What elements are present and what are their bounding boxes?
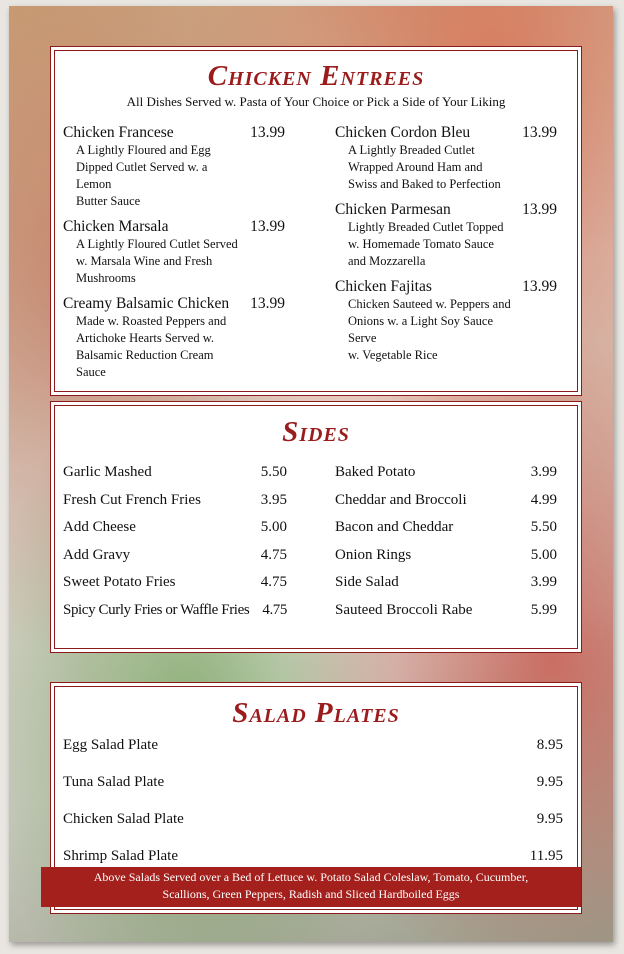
side-price: 3.99 xyxy=(530,574,557,590)
salad-footer-line-2: Scallions, Green Peppers, Radish and Sliced Hardboiled Eggs xyxy=(162,887,460,901)
side-item xyxy=(63,547,287,575)
salad-plates-title: Salad Plates xyxy=(232,697,400,729)
side-price: 5.99 xyxy=(530,601,557,618)
side-name: Add Gravy xyxy=(63,546,131,563)
entree-price: 13.99 xyxy=(522,201,557,218)
side-name: Baked Potato xyxy=(335,464,416,480)
entree-description: A Lightly Floured and Egg Dipped Cutlet Served w. a Lemon Butter Sauce xyxy=(76,143,211,208)
salad-name: Chicken Salad Plate xyxy=(63,811,184,827)
side-name: Onion Rings xyxy=(335,546,412,563)
menu-page xyxy=(9,6,613,942)
side-name: Garlic Mashed xyxy=(63,464,152,480)
chicken-entrees-subtitle: All Dishes Served w. Pasta of Your Choice or Pick a Side of Your Liking xyxy=(126,94,506,109)
salad-price: 9.95 xyxy=(536,774,563,790)
salad-item xyxy=(63,774,563,791)
side-item xyxy=(335,492,557,520)
entree-item xyxy=(335,278,557,364)
sides-left-column xyxy=(63,464,287,629)
side-price: 4.75 xyxy=(260,546,287,563)
chicken-left-column xyxy=(63,124,285,389)
entree-name: Creamy Balsamic Chicken xyxy=(63,295,230,312)
entree-item xyxy=(335,201,557,270)
side-item xyxy=(63,492,287,520)
salad-name: Egg Salad Plate xyxy=(63,737,158,753)
side-name: Add Cheese xyxy=(63,519,136,535)
side-price: 5.00 xyxy=(530,546,557,563)
salad-footer-line-1: Above Salads Served over a Bed of Lettuce w. Potato Salad Coleslaw, Tomato, Cucumber, xyxy=(93,870,529,884)
side-item xyxy=(63,602,287,630)
salad-price: 9.95 xyxy=(536,811,563,827)
salad-name: Shrimp Salad Plate xyxy=(63,848,178,864)
side-item xyxy=(335,519,557,547)
entree-description: A Lightly Floured Cutlet Served w. Marsala Wine and Fresh Mushrooms xyxy=(76,237,238,285)
salad-footer-note xyxy=(41,867,581,907)
entree-item xyxy=(63,124,285,210)
salad-item xyxy=(63,811,563,828)
side-item xyxy=(63,519,287,547)
sides-right-column xyxy=(335,464,557,629)
entree-price: 13.99 xyxy=(250,124,285,141)
chicken-entrees-title: Chicken Entrees xyxy=(207,60,425,92)
side-item xyxy=(63,464,287,492)
entree-description: Made w. Roasted Peppers and Artichoke Hearts Served w. Balsamic Reduction Cream Sauce xyxy=(76,314,227,379)
entree-item xyxy=(63,218,285,287)
entree-price: 13.99 xyxy=(522,278,557,295)
side-price: 4.75 xyxy=(260,574,287,590)
side-price: 4.75 xyxy=(262,601,287,618)
entree-name: Chicken Parmesan xyxy=(335,201,451,218)
entree-name: Chicken Marsala xyxy=(63,218,169,235)
side-name: Sauteed Broccoli Rabe xyxy=(335,601,473,618)
salad-price: 11.95 xyxy=(529,848,563,864)
side-price: 5.00 xyxy=(260,519,287,535)
side-price: 3.95 xyxy=(260,491,287,508)
side-price: 3.99 xyxy=(530,464,557,480)
salad-item xyxy=(63,848,563,865)
side-item xyxy=(335,574,557,602)
side-name: Fresh Cut French Fries xyxy=(63,491,201,508)
entree-item xyxy=(63,295,285,381)
entree-description: Chicken Sauteed w. Peppers and Onions w. a Light Soy Sauce Serve w. Vegetable Rice xyxy=(348,297,511,362)
sides-title: Sides xyxy=(282,416,350,448)
entree-price: 13.99 xyxy=(250,218,285,235)
entree-price: 13.99 xyxy=(522,124,557,141)
side-price: 4.99 xyxy=(530,491,557,508)
salad-item xyxy=(63,737,563,754)
sides-panel xyxy=(50,401,582,653)
entree-description: A Lightly Breaded Cutlet Wrapped Around Ham and Swiss and Baked to Perfection xyxy=(348,143,501,191)
side-item xyxy=(63,574,287,602)
entree-price: 13.99 xyxy=(250,295,285,312)
salad-name: Tuna Salad Plate xyxy=(63,774,165,790)
chicken-entrees-panel xyxy=(50,46,582,396)
side-name: Bacon and Cheddar xyxy=(335,519,454,535)
side-name: Sweet Potato Fries xyxy=(63,574,176,590)
salad-price: 8.95 xyxy=(536,737,563,753)
entree-name: Chicken Francese xyxy=(63,124,174,141)
side-price: 5.50 xyxy=(530,519,557,535)
chicken-right-column xyxy=(335,124,557,372)
side-name: Side Salad xyxy=(335,574,399,590)
side-name: Cheddar and Broccoli xyxy=(335,491,467,508)
side-item xyxy=(335,464,557,492)
entree-item xyxy=(335,124,557,193)
entree-name: Chicken Fajitas xyxy=(335,278,432,295)
side-name: Spicy Curly Fries or Waffle Fries xyxy=(63,601,250,618)
entree-name: Chicken Cordon Bleu xyxy=(335,124,471,141)
side-item xyxy=(335,602,557,630)
side-item xyxy=(335,547,557,575)
side-price: 5.50 xyxy=(260,464,287,480)
entree-description: Lightly Breaded Cutlet Topped w. Homemade Tomato Sauce and Mozzarella xyxy=(348,220,504,268)
